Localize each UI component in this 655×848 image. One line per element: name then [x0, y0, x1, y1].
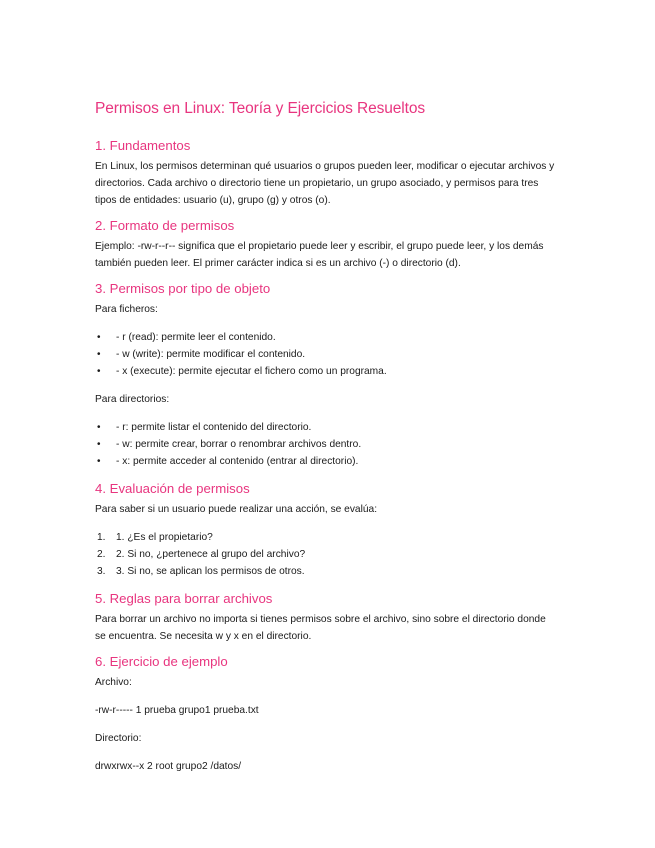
section-heading: 5. Reglas para borrar archivos [95, 591, 273, 606]
dir-listing-line: drwxrwx--x 2 root grupo2 /datos/ [95, 761, 242, 772]
section-borrar [95, 591, 555, 645]
section-ejercicio [95, 654, 555, 775]
list-item [95, 546, 555, 563]
list-item [95, 563, 555, 580]
list-item [95, 419, 555, 436]
bullet-icon: • [97, 349, 101, 360]
step-number: 2. [97, 549, 106, 560]
bullet-icon: • [97, 332, 101, 343]
list-item [95, 453, 555, 470]
list-item-text: - x (execute): permite ejecutar el fichero como un programa. [116, 366, 387, 377]
dirs-label: Para directorios: [95, 394, 170, 405]
list-item [95, 346, 555, 363]
section-permisos-tipo [95, 281, 555, 470]
list-item [95, 329, 555, 346]
list-item-text: - w: permite crear, borrar o renombrar archivos dentro. [116, 439, 362, 450]
section-evaluacion [95, 481, 555, 580]
list-item-text: - w (write): permite modificar el contenido. [116, 349, 306, 360]
files-permission-list [95, 329, 555, 380]
list-item-text: 1. ¿Es el propietario? [116, 532, 213, 543]
list-item [95, 529, 555, 546]
bullet-icon: • [97, 366, 101, 377]
list-item [95, 363, 555, 380]
files-label: Para ficheros: [95, 304, 158, 315]
section-formato [95, 218, 555, 272]
section-heading: 3. Permisos por tipo de objeto [95, 281, 271, 296]
section-paragraph: Para borrar un archivo no importa si tienes permisos sobre el archivo, sino sobre el directorio donde se encuentra. Se necesita w y x en el directorio. [95, 614, 546, 642]
section-fundamentos [95, 138, 555, 209]
dirs-permission-list [95, 419, 555, 470]
bullet-icon: • [97, 439, 101, 450]
file-listing-line: -rw-r----- 1 prueba grupo1 prueba.txt [95, 705, 259, 716]
list-item-text: - x: permite acceder al contenido (entrar al directorio). [116, 456, 359, 467]
section-paragraph: En Linux, los permisos determinan qué usuarios o grupos pueden leer, modificar o ejecutar archivos y directorios. Cada archivo o directorio tiene un propietario, un grupo asociado, y permisos para tres tipos de entidades: usuario (u), grupo (g) y otros (o). [95, 161, 555, 206]
bullet-icon: • [97, 422, 101, 433]
section-heading: 4. Evaluación de permisos [95, 481, 250, 496]
list-item-text: 3. Si no, se aplican los permisos de otros. [116, 566, 305, 577]
evaluation-intro: Para saber si un usuario puede realizar una acción, se evalúa: [95, 504, 378, 515]
section-heading: 2. Formato de permisos [95, 218, 235, 233]
dir-label: Directorio: [95, 733, 142, 744]
list-item-text: - r (read): permite leer el contenido. [116, 332, 276, 343]
evaluation-steps [95, 529, 555, 580]
file-label: Archivo: [95, 677, 132, 688]
section-heading: 6. Ejercicio de ejemplo [95, 654, 228, 669]
bullet-icon: • [97, 456, 101, 467]
list-item [95, 436, 555, 453]
section-paragraph: Ejemplo: -rw-r--r-- significa que el propietario puede leer y escribir, el grupo puede leer, y los demás también pueden leer. El primer carácter indica si es un archivo (-) o directorio (d). [95, 241, 544, 269]
step-number: 1. [97, 532, 106, 543]
step-number: 3. [97, 566, 106, 577]
document-title: Permisos en Linux: Teoría y Ejercicios Resueltos [95, 100, 426, 117]
document-page [95, 100, 555, 786]
list-item-text: 2. Si no, ¿pertenece al grupo del archivo? [116, 549, 306, 560]
section-heading: 1. Fundamentos [95, 138, 191, 153]
list-item-text: - r: permite listar el contenido del directorio. [116, 422, 312, 433]
